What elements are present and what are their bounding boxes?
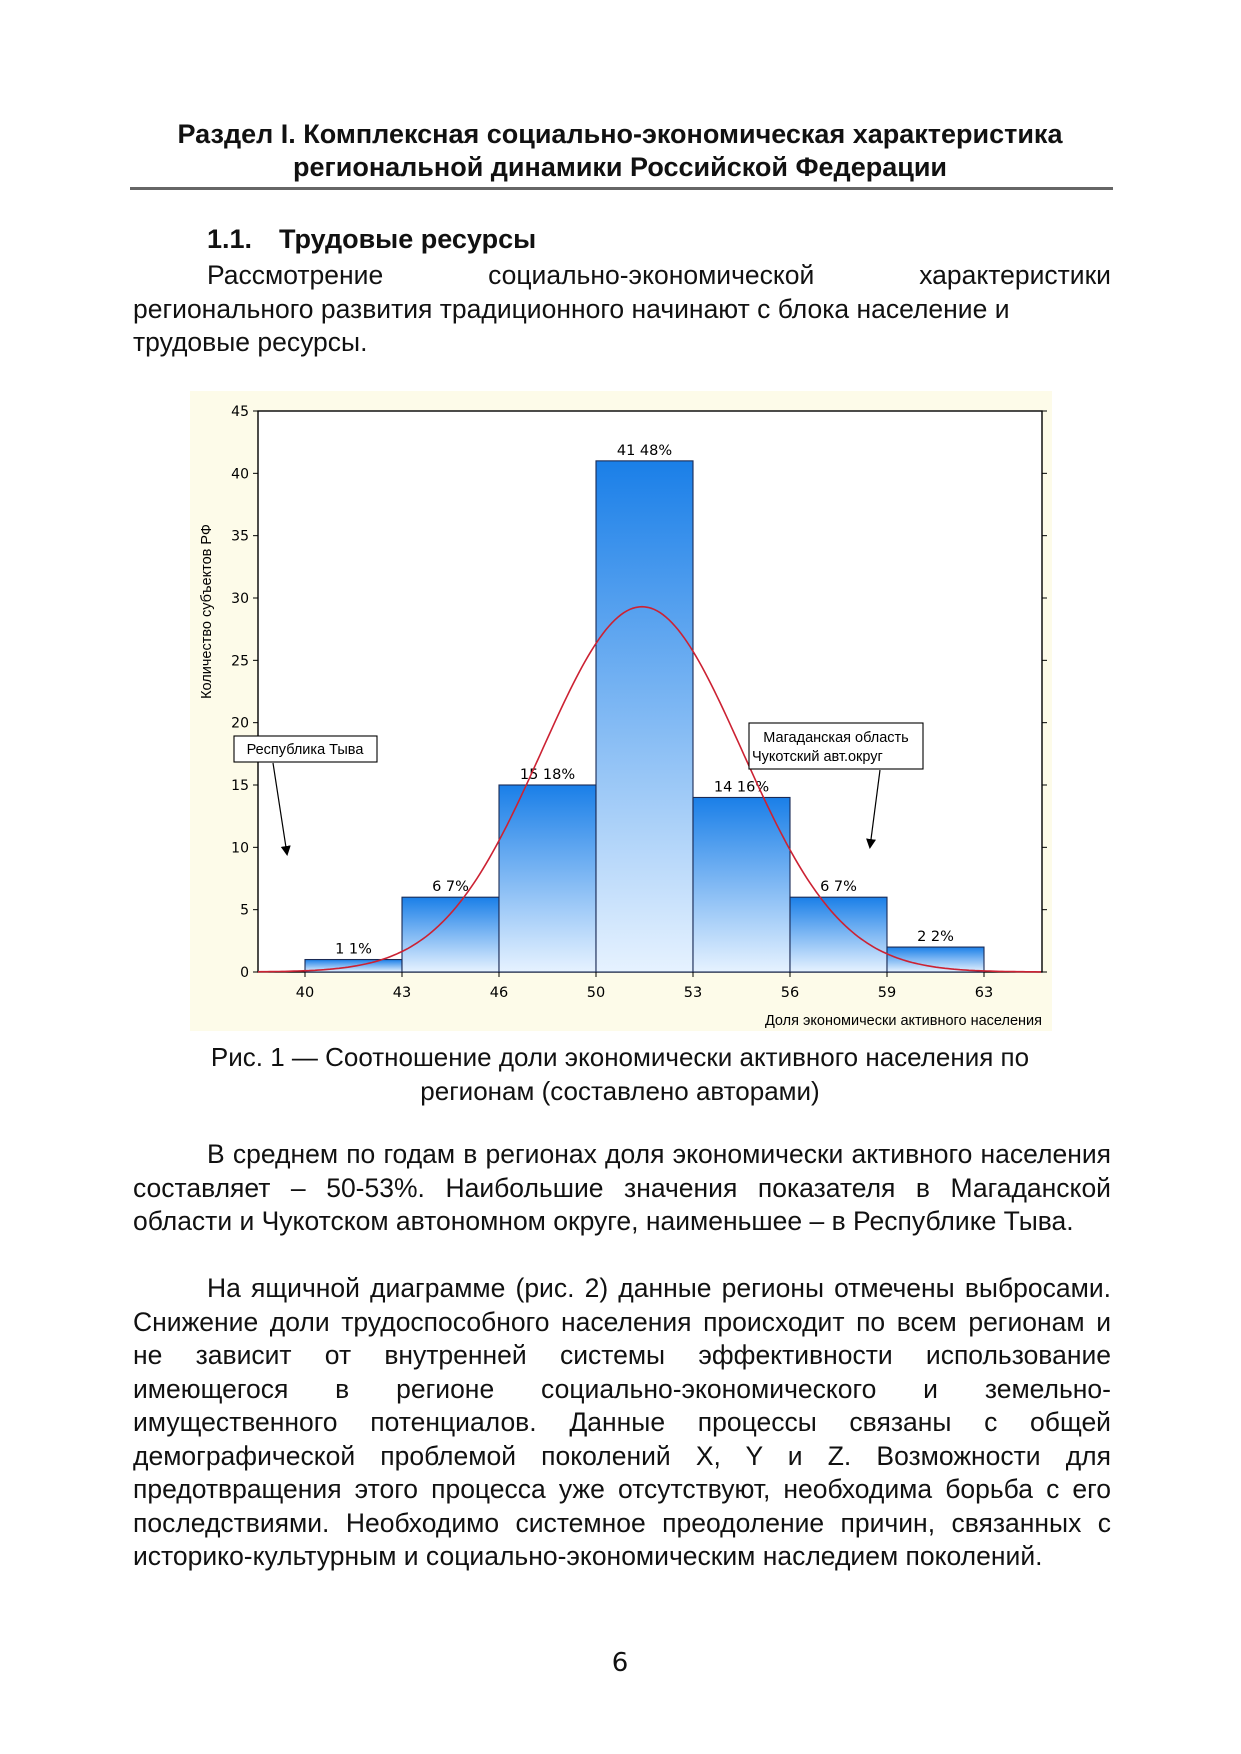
y-tick-label: 10 bbox=[231, 840, 249, 857]
x-tick-label: 50 bbox=[586, 985, 606, 1001]
histogram-bar bbox=[596, 461, 693, 972]
figure-caption-line1: Рис. 1 — Соотношение доли экономически активного населения по bbox=[210, 1042, 1030, 1072]
paragraph-intro-line1: Рассмотрение социально-экономической характеристики bbox=[207, 260, 1111, 290]
annotation-text-chukotka: Чукотский авт.округ bbox=[752, 749, 883, 765]
subsection-title: Трудовые ресурсы bbox=[279, 224, 537, 254]
y-tick-label: 45 bbox=[231, 404, 249, 420]
bar-data-label: 6 7% bbox=[432, 879, 469, 896]
bar-data-label: 2 2% bbox=[917, 929, 954, 946]
header-divider bbox=[130, 187, 1113, 190]
bar-data-label: 15 18% bbox=[519, 767, 576, 783]
paragraph-intro bbox=[133, 259, 1111, 360]
bar-data-label: 14 16% bbox=[713, 779, 770, 796]
paragraph-boxplot: На ящичной диаграмме (рис. 2) данные регионы отмечены выбросами. Снижение доли трудоспособного населения происходит по всем регионам и не зависит от внутренней системы эффективности использование имеющегося в регионе социально-экономического и земельно-имущественного потенциалов. Данные процессы связаны с общей демографической проблемой поколений X, Y и Z. Возможности для предотвращения этого процесса уже отсутствуют, необходима борьба с его последствиями. Необходимо системное преодоление причин, связанных с историко-культурным и социально-экономическим наследием поколений. bbox=[133, 1273, 1111, 1571]
x-axis-label: Доля экономически активного населения bbox=[764, 1013, 1042, 1029]
x-tick-label: 63 bbox=[974, 985, 994, 1001]
y-tick-label: 5 bbox=[240, 902, 249, 919]
y-tick-label: 25 bbox=[231, 653, 249, 670]
x-tick-label: 56 bbox=[780, 985, 800, 1001]
x-tick-label: 59 bbox=[877, 985, 897, 1001]
y-tick-label: 0 bbox=[240, 965, 249, 981]
bar-data-label: 6 7% bbox=[820, 879, 857, 896]
annotation-text-tyva: Республика Тыва bbox=[246, 742, 364, 758]
bar-data-label: 1 1% bbox=[335, 941, 372, 958]
section-header-line1: Раздел I. Комплексная социально-экономическая характеристика bbox=[177, 119, 1063, 149]
x-tick-label: 40 bbox=[295, 985, 315, 1001]
y-tick-label: 20 bbox=[231, 715, 249, 732]
figure-caption-line2: регионам (составлено авторами) bbox=[420, 1076, 820, 1106]
subsection-heading bbox=[207, 224, 536, 255]
y-axis-label: Количество субъектов РФ bbox=[199, 524, 215, 699]
figure-histogram bbox=[190, 391, 1052, 1031]
figure-caption bbox=[150, 1040, 1090, 1108]
annotation-text-magadan: Магаданская область bbox=[763, 730, 909, 746]
paragraph-intro-rest: регионального развития традиционного начинают с блока население и трудовые ресурсы. bbox=[133, 293, 1010, 357]
x-tick-label: 46 bbox=[489, 985, 509, 1001]
y-tick-label: 15 bbox=[231, 778, 249, 794]
paragraph-average: В среднем по годам в регионах доля экономически активного населения составляет – 50-53%. Наибольшие значения показателя в Магаданской области и Чукотском автономном округе, наименьшее – в Республике Тыва. bbox=[133, 1139, 1111, 1236]
histogram-chart bbox=[190, 391, 1052, 1031]
x-tick-label: 43 bbox=[392, 985, 412, 1001]
subsection-number: 1.1. bbox=[207, 224, 253, 254]
histogram-bar bbox=[790, 897, 887, 972]
page-number: 6 bbox=[611, 1648, 629, 1678]
bar-data-label: 41 48% bbox=[616, 442, 673, 459]
section-header-line2: региональной динамики Российской Федерации bbox=[292, 152, 948, 182]
y-tick-label: 40 bbox=[231, 466, 249, 483]
section-header bbox=[130, 118, 1110, 184]
histogram-bar bbox=[402, 897, 499, 972]
y-tick-label: 35 bbox=[231, 528, 249, 545]
y-tick-label: 30 bbox=[231, 591, 249, 607]
x-tick-label: 53 bbox=[683, 985, 703, 1001]
